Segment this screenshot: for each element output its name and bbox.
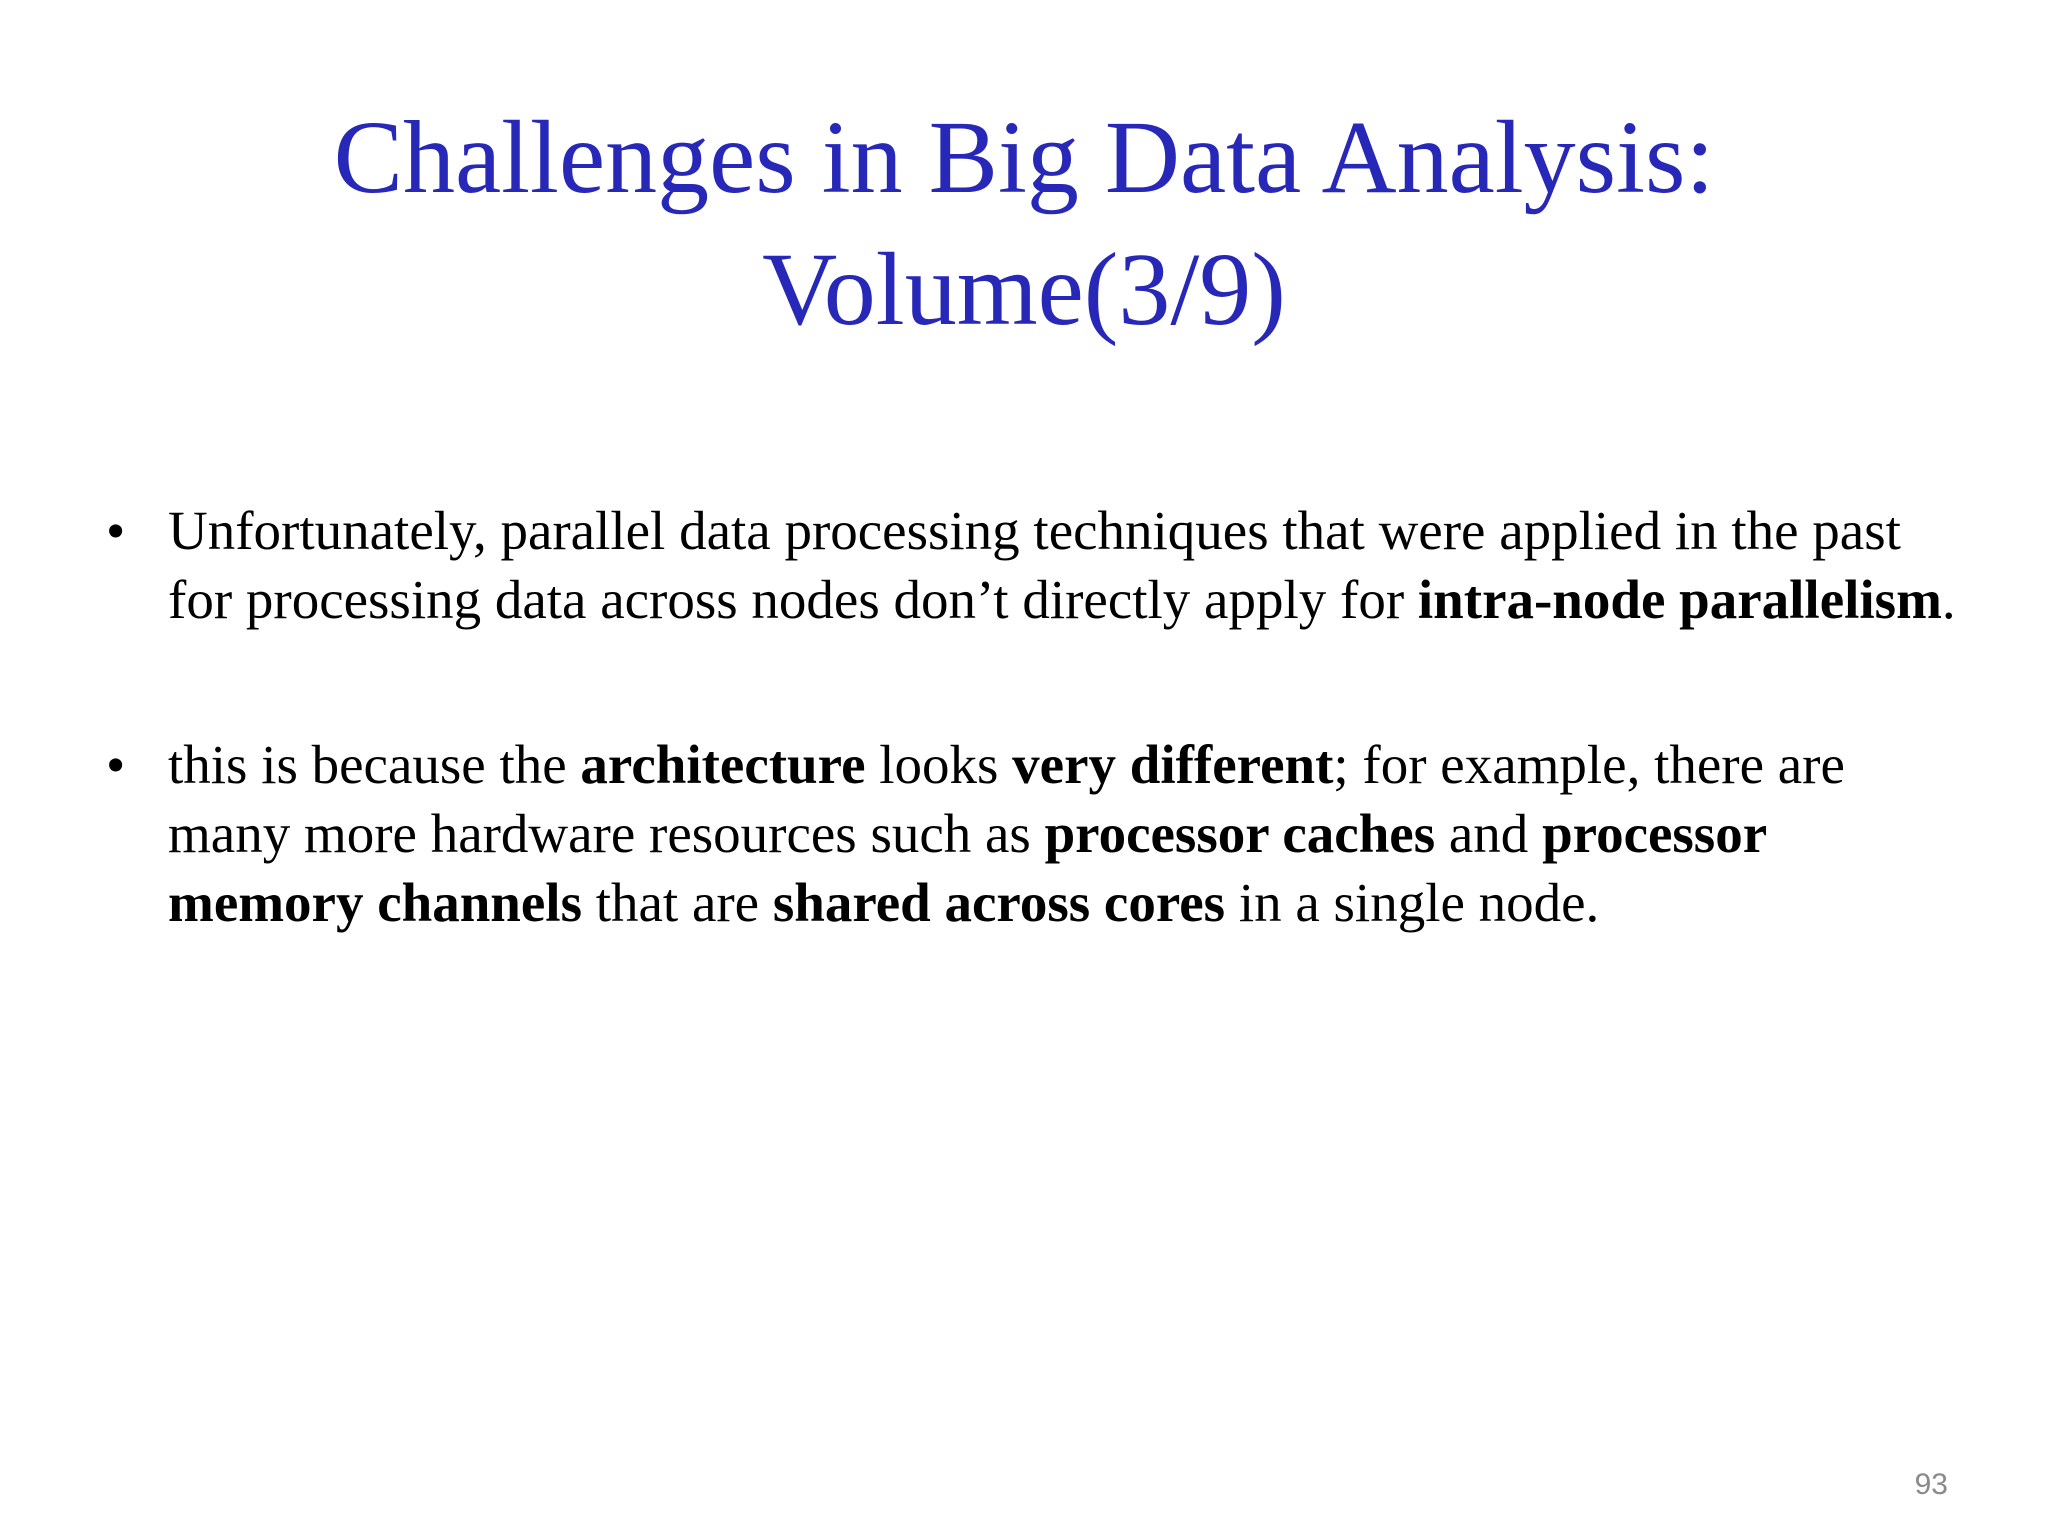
bullet-text: this is because the (168, 734, 581, 795)
bullet-bold-text: shared across cores (772, 872, 1226, 933)
bullet-text: . (1941, 569, 1956, 630)
page-number: 93 (1914, 1468, 1948, 1501)
bullet-text: ; for example, there are many more hardware resources such as (168, 734, 1845, 864)
bullet-icon: • (106, 500, 126, 561)
bullet-bold-text: processor memory channels (168, 803, 1767, 933)
bullet-bold-text: architecture (580, 734, 866, 795)
bullet-text: in a single node. (1225, 872, 1600, 933)
slide-title (0, 92, 2048, 356)
slide-title-line-2: Volume(3/9) (762, 232, 1286, 347)
bullet-bold-text: processor caches (1044, 803, 1436, 864)
bullet-item-architecture (96, 730, 1956, 937)
bullet-icon: • (106, 734, 126, 795)
bullet-text: that are (581, 872, 773, 933)
bullet-text: and (1435, 803, 1543, 864)
bullet-text: looks (865, 734, 1013, 795)
bullet-item-intra-node (96, 496, 1956, 634)
slide-title-line-1: Challenges in Big Data Analysis: (333, 100, 1715, 215)
bullet-list (96, 496, 1956, 1033)
bullet-bold-text: very different (1012, 734, 1334, 795)
bullet-bold-text: intra-node parallelism (1417, 569, 1942, 630)
bullet-text: Unfortunately, parallel data processing techniques that were applied in the past for processing data across nodes don’t directly apply for (168, 500, 1901, 630)
